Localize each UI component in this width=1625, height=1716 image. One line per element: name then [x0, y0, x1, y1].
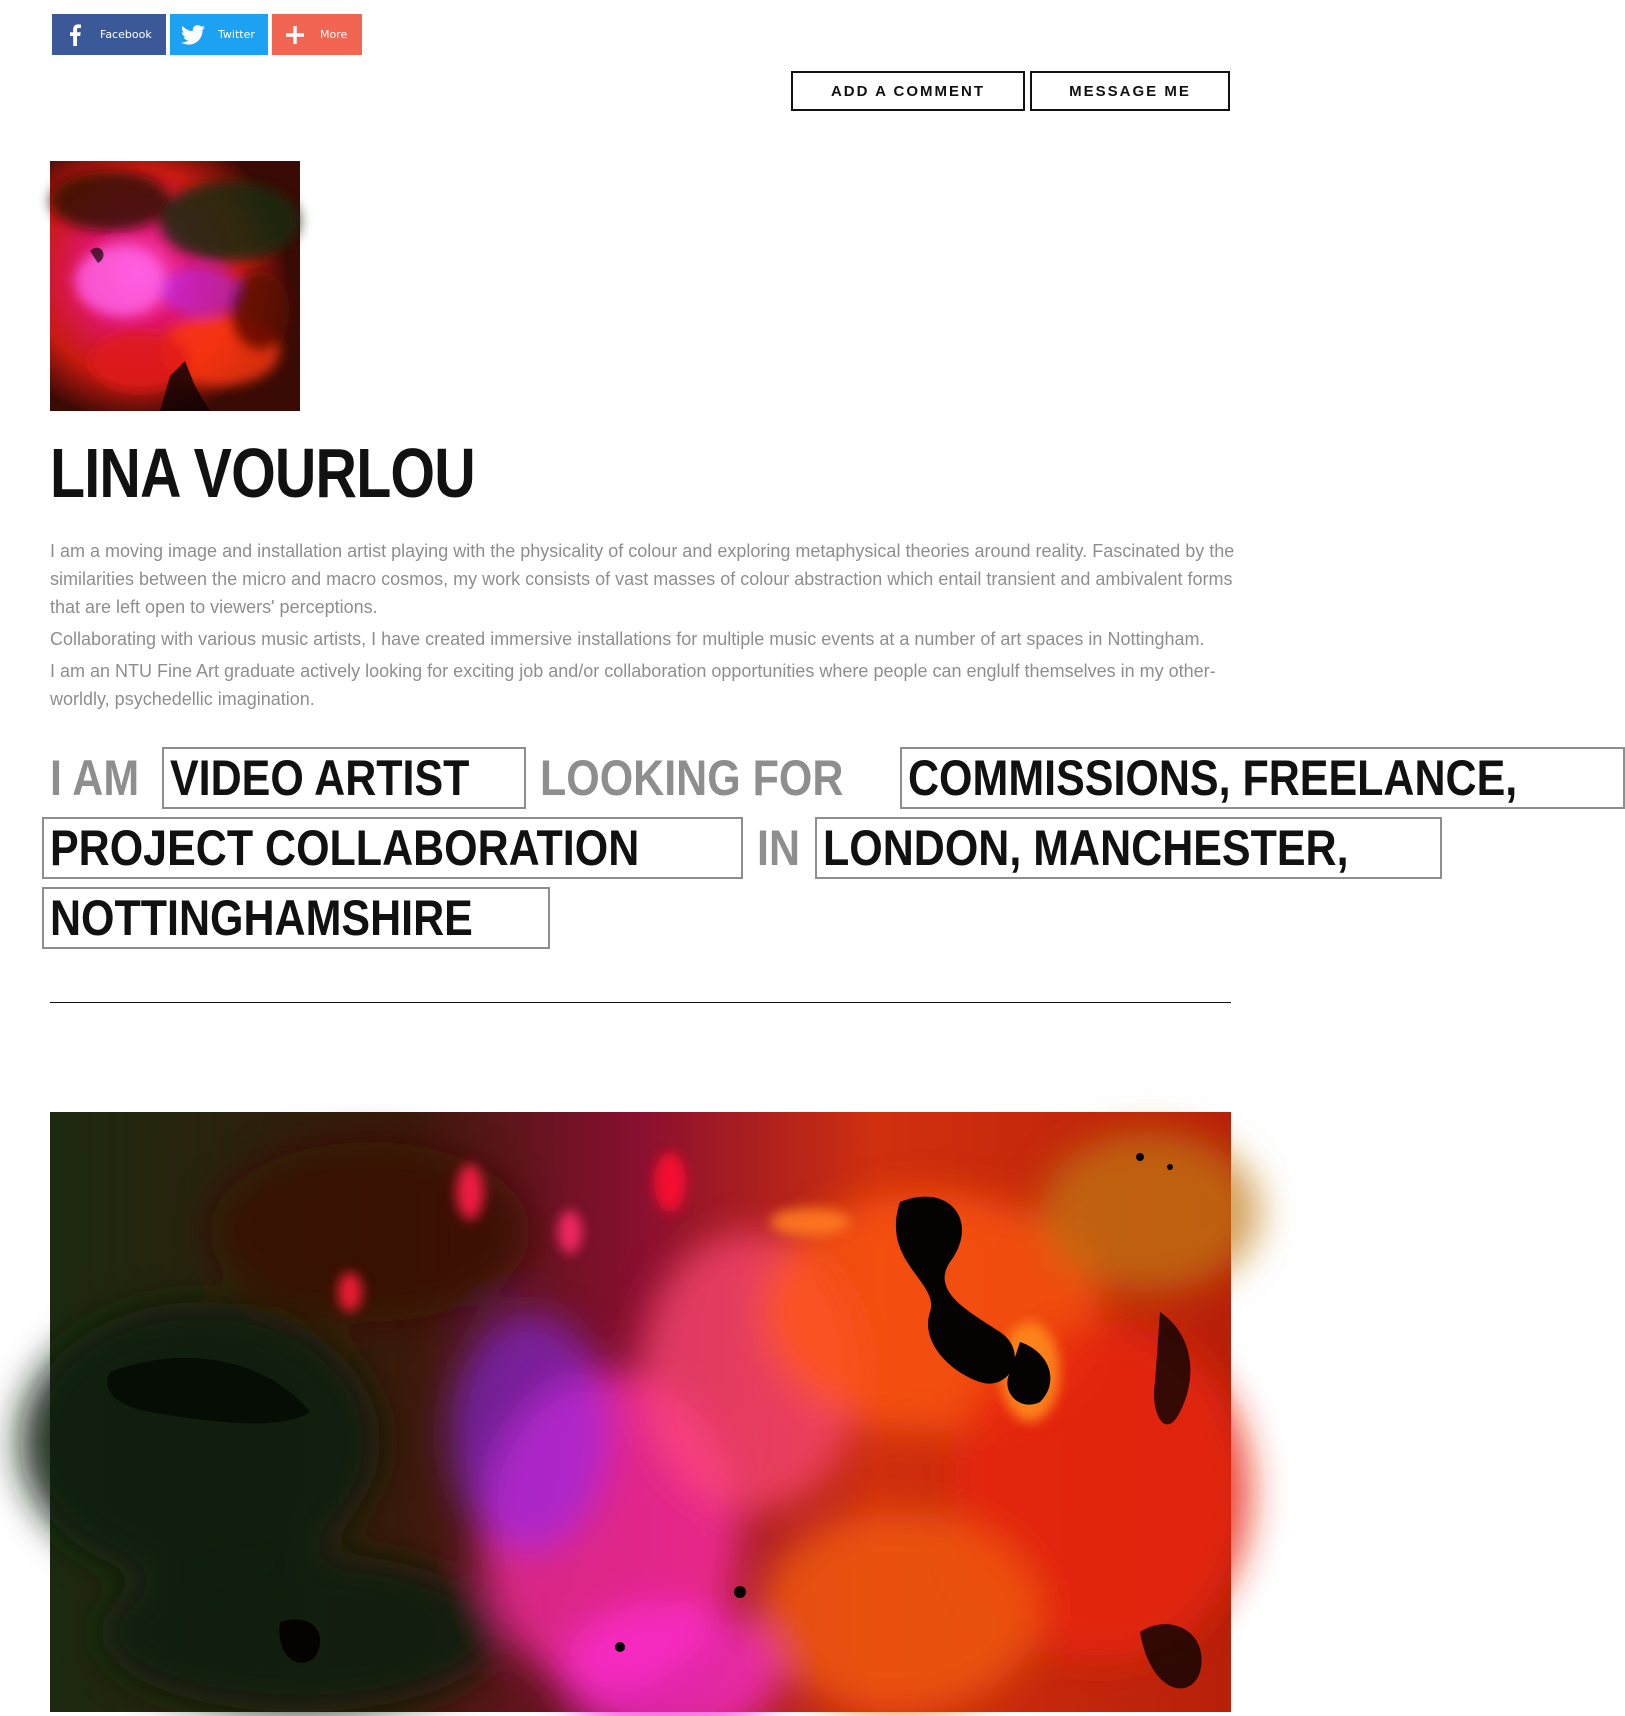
- in-label: IN: [757, 820, 801, 876]
- profile-actions: [791, 71, 1230, 111]
- role-tag[interactable]: VIDEO ARTIST: [162, 747, 526, 809]
- twitter-share-label: Twitter: [218, 28, 255, 41]
- i-am-label: I AM: [50, 750, 140, 806]
- twitter-share-button[interactable]: [170, 14, 268, 55]
- facebook-share-button[interactable]: [52, 14, 166, 55]
- facebook-icon: [62, 22, 88, 48]
- more-share-label: More: [320, 28, 348, 41]
- location-tag[interactable]: LONDON, MANCHESTER,: [815, 817, 1442, 879]
- looking-for-tag[interactable]: PROJECT COLLABORATION: [42, 817, 743, 879]
- share-bar: [52, 14, 362, 55]
- message-me-button[interactable]: MESSAGE ME: [1030, 71, 1230, 111]
- looking-for-label: LOOKING FOR: [539, 750, 844, 806]
- profile-name: LINA VOURLOU: [50, 434, 475, 512]
- facebook-share-label: Facebook: [100, 28, 152, 41]
- profile-tags: [50, 743, 1518, 953]
- more-share-button[interactable]: [272, 14, 362, 55]
- location-tag[interactable]: NOTTINGHAMSHIRE: [42, 887, 550, 949]
- bio-paragraph: Collaborating with various music artists, I have created immersive installations for multiple music events at a number of art spaces in Nottingham.: [50, 629, 1205, 649]
- bio-paragraph: I am an NTU Fine Art graduate actively looking for exciting job and/or collaboration opportunities where people can englulf themselves in my other-worldly, psychedellic imagination.: [50, 661, 1216, 709]
- avatar: [50, 161, 300, 411]
- featured-artwork[interactable]: [50, 1112, 1231, 1712]
- looking-for-tag[interactable]: COMMISSIONS, FREELANCE,: [900, 747, 1624, 809]
- section-divider: [50, 1002, 1231, 1003]
- add-comment-button[interactable]: ADD A COMMENT: [791, 71, 1025, 111]
- profile-bio: [50, 537, 1236, 717]
- plus-icon: [282, 22, 308, 48]
- bio-paragraph: I am a moving image and installation artist playing with the physicality of colour and exploring metaphysical theories around reality. Fascinated by the similarities between the micro and macro cosmos, my work consists of vast masses of colour abstraction which entail transient and ambivalent forms that are left open to viewers' perceptions.: [50, 541, 1235, 617]
- twitter-icon: [180, 22, 206, 48]
